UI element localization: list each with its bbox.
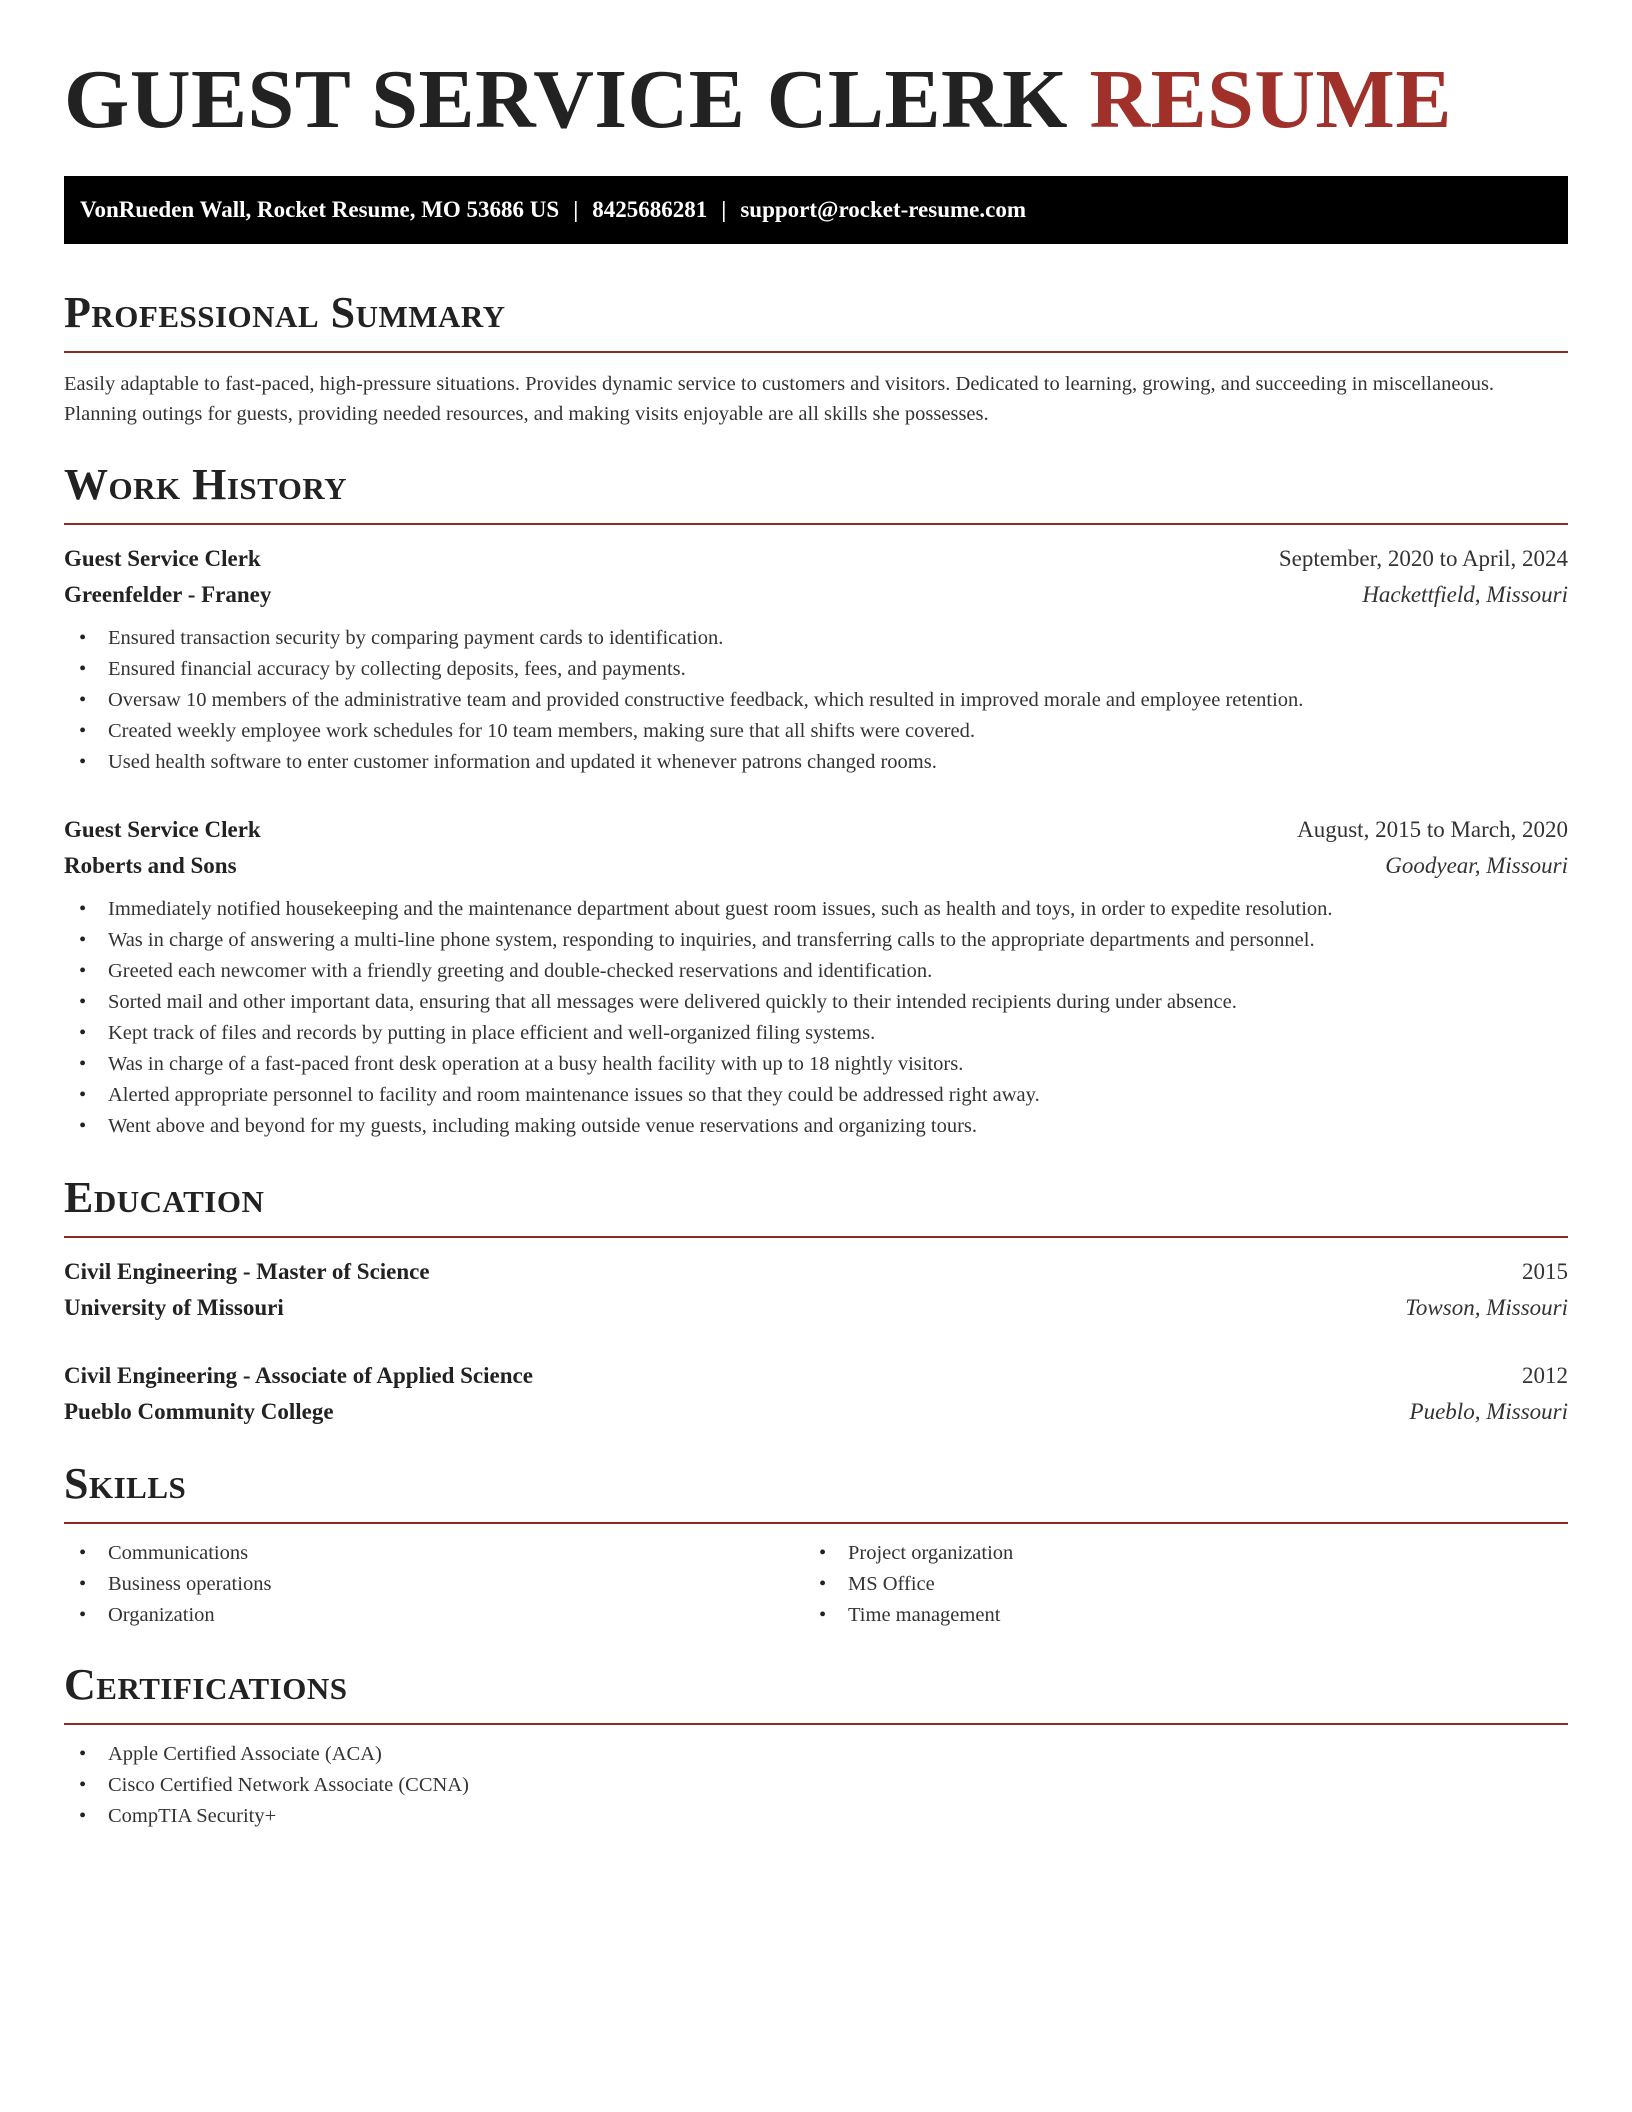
- education-school-row: [64, 1394, 1568, 1430]
- skills-list-left: [64, 1538, 804, 1631]
- list-item: • Ensured financial accuracy by collecting deposits, fees, and payments.: [64, 654, 1568, 685]
- list-item: • Used health software to enter customer information and updated it whenever patrons changed rooms.: [64, 747, 1568, 778]
- contact-separator: |: [573, 197, 579, 222]
- section-divider: [64, 351, 1568, 353]
- certification-item: • CompTIA Security+: [64, 1801, 1568, 1832]
- list-item: • Immediately notified housekeeping and the maintenance department about guest room issues, such as health and toys, in order to expedite resolution.: [64, 894, 1568, 925]
- education-header-row: [64, 1254, 1568, 1290]
- section-divider: [64, 1236, 1568, 1238]
- list-item: • Went above and beyond for my guests, including making outside venue reservations and organizing tours.: [64, 1111, 1568, 1142]
- list-item: • Sorted mail and other important data, ensuring that all messages were delivered quickly to their intended recipients during under absence.: [64, 987, 1568, 1018]
- education-degree: Civil Engineering - Master of Science: [64, 1259, 430, 1284]
- certification-item: • Cisco Certified Network Associate (CCNA): [64, 1770, 1568, 1801]
- job-company: Roberts and Sons: [64, 853, 237, 878]
- list-item: • Greeted each newcomer with a friendly greeting and double-checked reservations and identification.: [64, 956, 1568, 987]
- section-heading-education: Education: [64, 1173, 265, 1222]
- section-heading-summary: Professional Summary: [64, 288, 506, 337]
- job-location: Hackettfield, Missouri: [1362, 582, 1568, 607]
- work-section: [64, 459, 1568, 1142]
- job-entry: [64, 541, 1568, 778]
- section-heading-skills: Skills: [64, 1459, 187, 1508]
- job-header-row: [64, 541, 1568, 577]
- section-heading-work: Work History: [64, 460, 348, 509]
- education-year: 2015: [1522, 1259, 1568, 1284]
- resume-page: [64, 0, 1568, 1832]
- certifications-section: [64, 1659, 1568, 1832]
- resume-title: [64, 0, 1568, 146]
- section-divider: [64, 1723, 1568, 1725]
- skill-item: • Time management: [804, 1600, 1544, 1631]
- job-header-row: [64, 812, 1568, 848]
- list-item: • Kept track of files and records by putting in place efficient and well-organized filing systems.: [64, 1018, 1568, 1049]
- title-main: GUEST SERVICE CLERK: [64, 53, 1068, 146]
- contact-address: VonRueden Wall, Rocket Resume, MO 53686 US: [80, 197, 560, 222]
- job-dates: August, 2015 to March, 2020: [1297, 817, 1568, 842]
- education-header-row: [64, 1358, 1568, 1394]
- summary-section: [64, 287, 1568, 429]
- skills-list-right: [804, 1538, 1544, 1631]
- skill-item: • Communications: [64, 1538, 804, 1569]
- contact-email[interactable]: support@rocket-resume.com: [740, 197, 1026, 222]
- job-bullets: [64, 894, 1568, 1142]
- section-heading-certifications: Certifications: [64, 1660, 348, 1709]
- job-entry: [64, 812, 1568, 1142]
- education-year: 2012: [1522, 1363, 1568, 1388]
- education-location: Pueblo, Missouri: [1409, 1399, 1568, 1424]
- list-item: • Oversaw 10 members of the administrative team and provided constructive feedback, which resulted in improved morale and employee retention.: [64, 685, 1568, 716]
- education-school: Pueblo Community College: [64, 1399, 334, 1424]
- job-company-row: [64, 577, 1568, 613]
- job-company-row: [64, 848, 1568, 884]
- skills-columns: [64, 1538, 1568, 1631]
- section-divider: [64, 523, 1568, 525]
- list-item: • Alerted appropriate personnel to facility and room maintenance issues so that they could be addressed right away.: [64, 1080, 1568, 1111]
- education-entry: [64, 1254, 1568, 1326]
- education-school: University of Missouri: [64, 1295, 284, 1320]
- education-section: [64, 1172, 1568, 1430]
- job-location: Goodyear, Missouri: [1385, 853, 1568, 878]
- list-item: • Ensured transaction security by comparing payment cards to identification.: [64, 623, 1568, 654]
- education-entry: [64, 1358, 1568, 1430]
- job-dates: September, 2020 to April, 2024: [1278, 546, 1568, 571]
- list-item: • Was in charge of a fast-paced front desk operation at a busy health facility with up to 18 nightly visitors.: [64, 1049, 1568, 1080]
- certification-item: • Apple Certified Associate (ACA): [64, 1739, 1568, 1770]
- contact-bar: [64, 176, 1568, 244]
- list-item: • Created weekly employee work schedules for 10 team members, making sure that all shifts were covered.: [64, 716, 1568, 747]
- list-item: • Was in charge of answering a multi-line phone system, responding to inquiries, and transferring calls to the appropriate departments and personnel.: [64, 925, 1568, 956]
- education-school-row: [64, 1290, 1568, 1326]
- job-company: Greenfelder - Franey: [64, 582, 272, 607]
- contact-separator: |: [721, 197, 727, 222]
- job-title: Guest Service Clerk: [64, 546, 261, 571]
- job-bullets: [64, 623, 1568, 778]
- job-title: Guest Service Clerk: [64, 817, 261, 842]
- skill-item: • Organization: [64, 1600, 804, 1631]
- title-accent: RESUME: [1089, 53, 1452, 146]
- certifications-list: [64, 1739, 1568, 1832]
- section-divider: [64, 1522, 1568, 1524]
- skill-item: • Project organization: [804, 1538, 1544, 1569]
- education-degree: Civil Engineering - Associate of Applied Science: [64, 1363, 533, 1388]
- skill-item: • MS Office: [804, 1569, 1544, 1600]
- contact-phone: 8425686281: [592, 197, 708, 222]
- education-location: Towson, Missouri: [1405, 1295, 1568, 1320]
- summary-text: Easily adaptable to fast-paced, high-pressure situations. Provides dynamic service to customers and visitors. Dedicated to learning, growing, and succeeding in miscellaneous. Planning outings for guests, providing needed resources, and making visits enjoyable are all skills she possesses.: [64, 373, 1495, 425]
- skills-section: [64, 1458, 1568, 1631]
- skill-item: • Business operations: [64, 1569, 804, 1600]
